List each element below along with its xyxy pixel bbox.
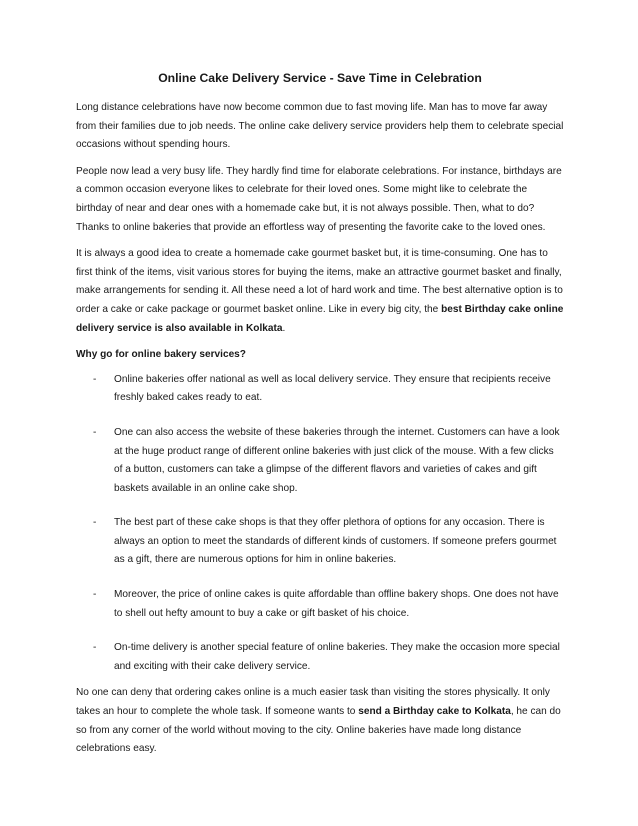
paragraph-text: It is always a good idea to create a homemade cake gourmet basket but, it is time-consuming. One has to first think of the items, visit various stores for buying the items, make an attractive gourmet basket and finally, make arrangements for sending it. All these need a lot of hard work and time. The best alternative option is to order a cake or cake package or gourmet basket online. Like in every big city, the: [76, 248, 563, 315]
list-item: [76, 639, 564, 676]
list-item-text: One can also access the website of these bakeries through the internet. Customers can have a look at the huge product range of different online bakeries with just click of the mouse. With a few clicks of a button, customers can take a glimpse of the different flavors and varieties of cakes and gift baskets available in an online cake shop.: [114, 426, 560, 494]
section-heading: Why go for online bakery services?: [76, 349, 246, 361]
bullet-dash: -: [93, 426, 97, 438]
paragraph-busy-life: People now lead a very busy life. They hardly find time for elaborate celebrations. For instance, birthdays are a common occasion everyone likes to celebrate for their loved ones. Some might like to celebrate the birthday of near and dear ones with a homemade cake but, it is not always possible. Then, what to do? Thanks to online bakeries that provide an effortless way of presenting the favorite cake to the loved ones.: [76, 165, 562, 233]
list-item: [76, 514, 564, 570]
paragraph-gourmet-basket: [76, 245, 564, 338]
bold-phrase-send-cake: send a Birthday cake to Kolkata: [358, 706, 511, 718]
list-item-text: Moreover, the price of online cakes is quite affordable than offline bakery shops. One does not have to shell out hefty amount to buy a cake or gift basket of his choice.: [114, 589, 559, 619]
bold-phrase-kolkata-service: best Birthday cake online delivery service is also available in Kolkata: [76, 303, 564, 334]
paragraph-end: .: [282, 322, 286, 334]
bullet-dash: -: [93, 642, 97, 654]
paragraph-closing: [76, 684, 564, 758]
paragraph-intro: Long distance celebrations have now become common due to fast moving life. Man has to move far away from their families due to job needs. The online cake delivery service providers help them to celebrate special occasions without spending hours.: [76, 102, 564, 151]
list-item: [76, 371, 564, 408]
bullet-dash: -: [93, 373, 97, 385]
document-title: Online Cake Delivery Service - Save Time in Celebration: [158, 71, 482, 85]
paragraph-text-end: , he can do so from any corner of the world without moving to the city. Online bakeries have made long distance celebrations easy.: [76, 706, 561, 755]
bullet-dash: -: [93, 589, 97, 601]
document-page: [76, 70, 564, 767]
bullet-dash: -: [93, 517, 97, 529]
list-item: [76, 424, 564, 498]
list-item-text: The best part of these cake shops is that they offer plethora of options for any occasion. There is always an option to meet the standards of different kinds of customers. If someone prefers gourmet as a gift, there are numerous options for him in online bakeries.: [114, 517, 557, 566]
list-item-text: Online bakeries offer national as well as local delivery service. They ensure that recipients receive freshly baked cakes ready to eat.: [114, 373, 551, 404]
paragraph-text: No one can deny that ordering cakes online is a much easier task than visiting the stores physically. It only takes an hour to complete the whole task. If someone wants to: [76, 687, 550, 718]
bullet-list: [76, 371, 564, 677]
list-item-text: On-time delivery is another special feature of online bakeries. They make the occasion more special and exciting with their cake delivery service.: [114, 642, 560, 672]
list-item: [76, 586, 564, 623]
